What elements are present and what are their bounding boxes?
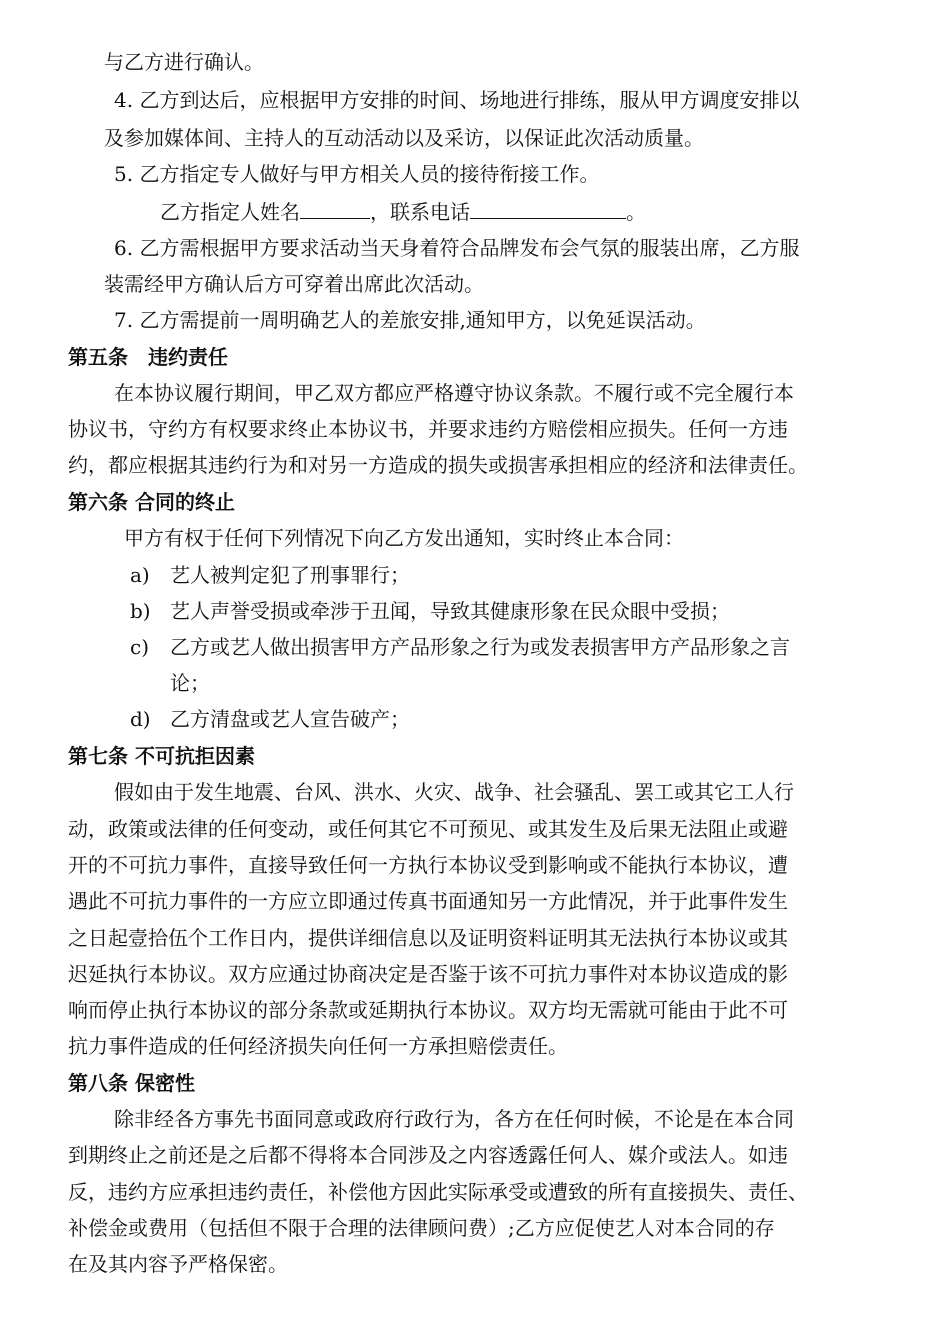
paragraph-line: 迟延执行本协议。双方应通过协商决定是否鉴于该不可抗力事件对本协议造成的影 [68,962,788,986]
contact-phone-label: ，联系电话 [370,200,470,224]
list-item: 乙方清盘或艺人宣告破产； [170,707,410,731]
paragraph-line: 开的不可抗力事件，直接导致任何一方执行本协议受到影响或不能执行本协议，遭 [68,853,788,877]
list-item: 艺人被判定犯了刑事罪行； [170,563,410,587]
paragraph-line: 在本协议履行期间，甲乙双方都应严格遵守协议条款。不履行或不完全履行本 [114,381,794,405]
list-marker: b) [130,599,151,623]
section-heading-7: 第七条 不可抗拒因素 [68,744,255,768]
section-heading-8: 第八条 保密性 [68,1071,195,1095]
paragraph-line: 协议书，守约方有权要求终止本协议书，并要求违约方赔偿相应损失。任何一方违 [68,417,788,441]
paragraph-line: 之日起壹拾伍个工作日内，提供详细信息以及证明资料证明其无法执行本协议或其 [68,926,788,950]
list-marker: d) [130,707,151,731]
list-marker: a) [130,563,150,587]
paragraph-line: 在及其内容予严格保密。 [68,1252,288,1276]
clause-item-6: 6. 乙方需根据甲方要求活动当天身着符合品牌发布会气氛的服装出席，乙方服 [114,236,800,260]
paragraph-line: 反，违约方应承担违约责任，补偿他方因此实际承受或遭致的所有直接损失、责任、 [68,1180,808,1204]
paragraph-line: 补偿金或费用（包括但不限于合理的法律顾问费）;乙方应促使艺人对本合同的存 [68,1216,775,1240]
paragraph-line: 装需经甲方确认后方可穿着出席此次活动。 [104,272,484,296]
paragraph-line: 除非经各方事先书面同意或政府行政行为，各方在任何时候，不论是在本合同 [114,1107,794,1131]
paragraph-line: 假如由于发生地震、台风、洪水、火灾、战争、社会骚乱、罢工或其它工人行 [114,780,794,804]
name-blank [300,196,370,219]
paragraph-line: 抗力事件造成的任何经济损失向任何一方承担赔偿责任。 [68,1034,568,1058]
paragraph-line: 响而停止执行本协议的部分条款或延期执行本协议。双方均无需就可能由于此不可 [68,998,788,1022]
list-item-continued: 论； [170,671,210,695]
phone-blank [470,196,626,219]
list-marker: c) [130,635,150,659]
paragraph-line: 动，政策或法律的任何变动，或任何其它不可预见、或其发生及后果无法阻止或避 [68,817,788,841]
clause-item-4: 4. 乙方到达后，应根据甲方安排的时间、场地进行排练，服从甲方调度安排以 [114,88,800,112]
paragraph-line: 约，都应根据其违约行为和对另一方造成的损失或损害承担相应的经济和法律责任。 [68,453,808,477]
paragraph-line: 及参加媒体间、主持人的互动活动以及采访，以保证此次活动质量。 [104,126,704,150]
contact-name-label: 乙方指定人姓名 [160,200,300,224]
paragraph-line: 与乙方进行确认。 [104,50,264,74]
clause-item-5: 5. 乙方指定专人做好与甲方相关人员的接待衔接工作。 [114,162,600,186]
contact-line-end: 。 [626,200,646,224]
paragraph-line: 到期终止之前还是之后都不得将本合同涉及之内容透露任何人、媒介或法人。如违 [68,1143,788,1167]
clause-item-7: 7. 乙方需提前一周明确艺人的差旅安排,通知甲方，以免延误活动。 [114,308,706,332]
section-heading-6: 第六条 合同的终止 [68,490,235,514]
section-heading-5: 第五条 违约责任 [68,345,228,369]
paragraph-line: 遇此不可抗力事件的一方应立即通过传真书面通知另一方此情况，并于此事件发生 [68,889,788,913]
paragraph-line: 甲方有权于任何下列情况下向乙方发出通知，实时终止本合同： [124,526,684,550]
contact-line [160,196,646,224]
list-item: 乙方或艺人做出损害甲方产品形象之行为或发表损害甲方产品形象之言 [170,635,790,659]
list-item: 艺人声誉受损或牵涉于丑闻，导致其健康形象在民众眼中受损； [170,599,730,623]
